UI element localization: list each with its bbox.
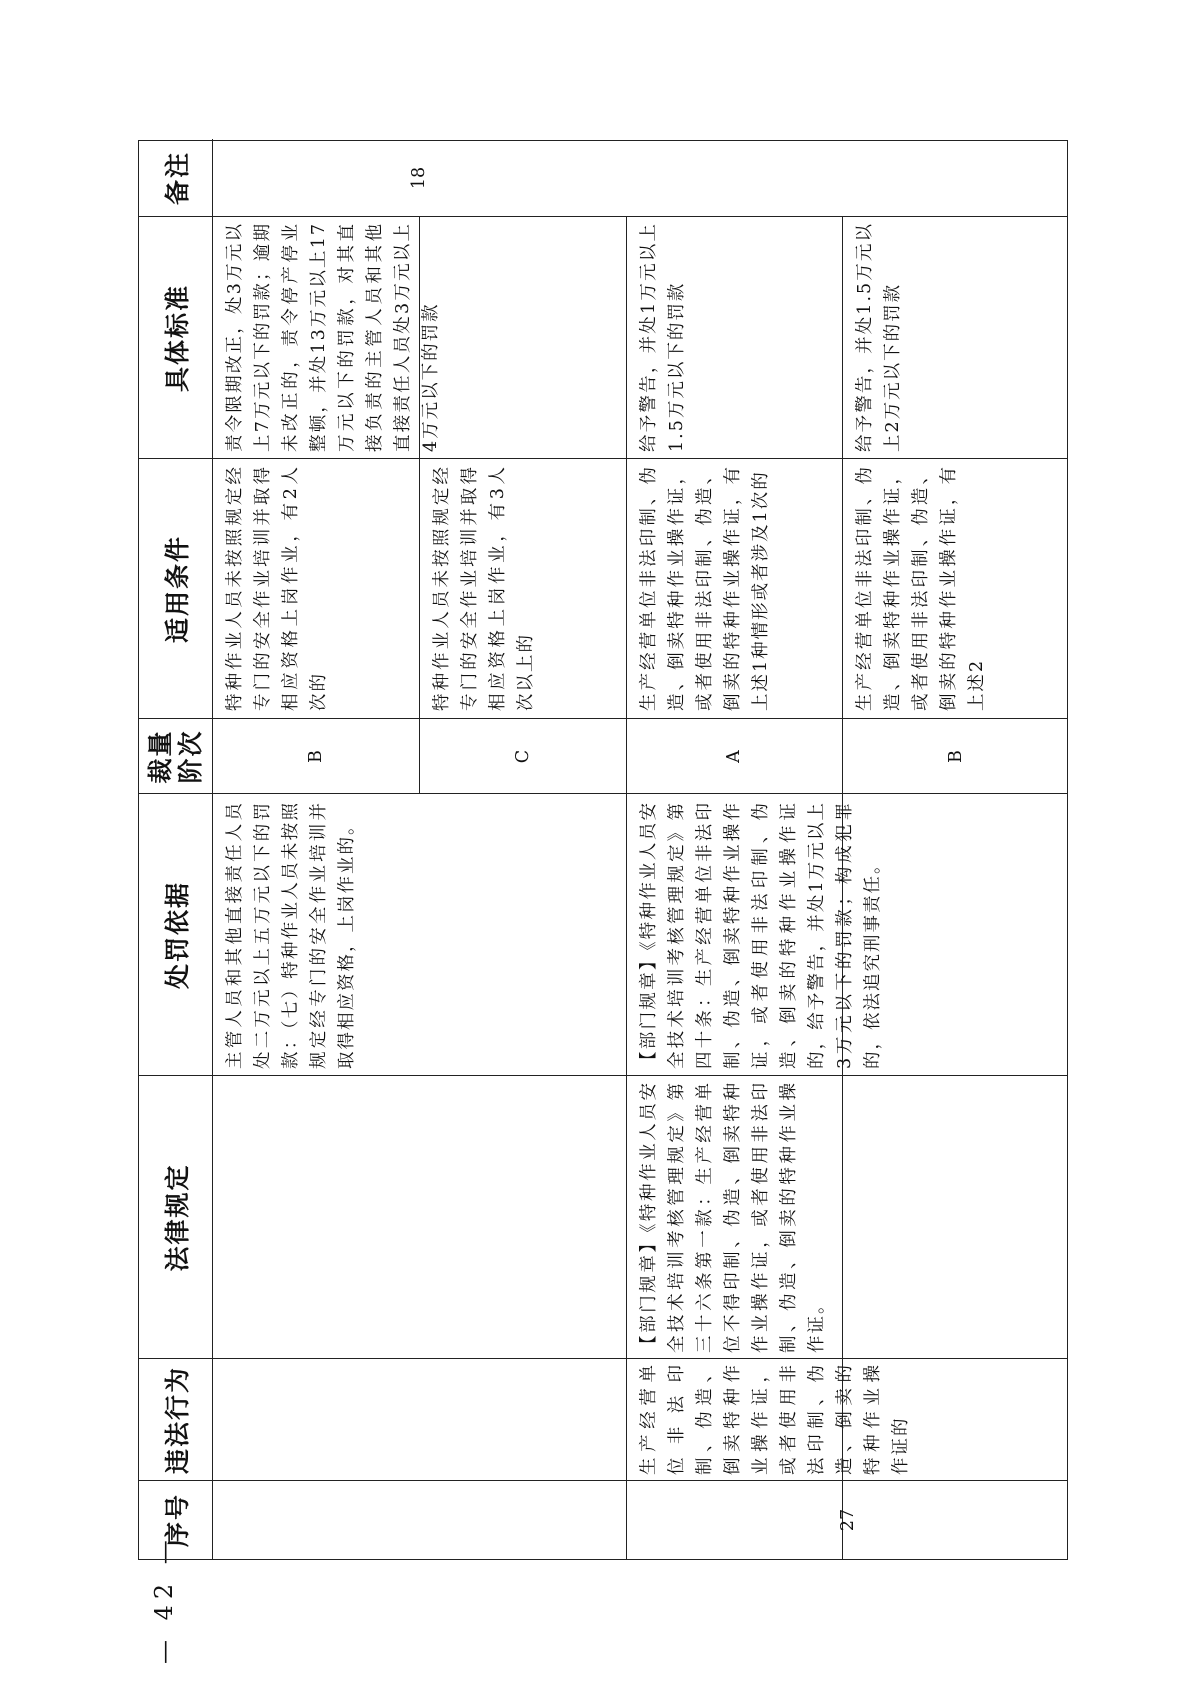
header-remarks: 备注 [162, 151, 192, 206]
seq-cell: 27 [837, 1508, 858, 1532]
header-violation: 违法行为 [162, 1366, 192, 1475]
col-divider [139, 458, 1067, 459]
page-number: — 42 — [150, 1534, 178, 1664]
header-penalty-basis: 处罚依据 [162, 881, 192, 990]
header-divider [212, 139, 213, 1559]
header-condition: 适用条件 [162, 535, 192, 644]
penalty-basis-cell: 【部门规章】《特种作业人员安全技术培训考核管理规定》第四十条：生产经营单位非法印制、伪造、倒卖特种作业操作证，或者使用非法印制、伪造、倒卖的特种作业操作证的，给予警告，并处1万元以上3万元以下的罚款；构成犯罪的，依法追究刑事责任。 [639, 801, 883, 1069]
col-divider [139, 1358, 1067, 1359]
law-cell: 【部门规章】《特种作业人员安全技术培训考核管理规定》第三十六条第一款：生产经营单位不得印制、伪造、倒卖特种作业操作证，或者使用非法印制、伪造、倒卖的特种作业操作证。 [639, 1081, 827, 1353]
row-divider [626, 217, 627, 1559]
level-cell: B [945, 750, 966, 763]
level-cell: A [724, 750, 744, 763]
violation-cell: 生产经营单位非法印制、伪造、倒卖特种作业操作证，或者使用非法印制、伪造、倒卖的特种作业操作证的 [639, 1363, 911, 1475]
prev-penalty-basis: 主管人员和其他直接责任人员处二万元以上五万元以下的罚款：（七）特种作业人员未按照规定经专门的安全作业培训并取得相应资格，上岗作业的。 [225, 801, 357, 1069]
condition-cell: 生产经营单位非法印制、伪造、倒卖特种作业操作证，或者使用非法印制、伪造、倒卖的特种作业操作证，有上述2 [855, 465, 987, 711]
penalty-table [138, 140, 1068, 1560]
remark-note: 18 [409, 166, 429, 190]
col-divider [139, 1075, 1067, 1076]
header-standard: 具体标准 [162, 284, 192, 393]
header-law: 法律规定 [162, 1163, 192, 1272]
condition-cell: 特种作业人员未按照规定经专门的安全作业培训并取得相应资格上岗作业，有3人次以上的 [432, 465, 536, 711]
header-discretion-line1: 裁量 [145, 729, 175, 784]
level-cell: B [305, 750, 326, 763]
header-discretion [139, 719, 212, 794]
standard-cell: 责令限期改正，处3万元以上7万元以下的罚款；逾期未改正的，责令停产停业整顿，并处13万元以上17万元以下的罚款，对其直接负责的主管人员和其他直接责任人员处3万元以上4万元以下的罚款 [225, 222, 441, 452]
header-discretion-line2: 阶次 [175, 729, 205, 784]
standard-cell: 给予警告，并处1.5万元以上2万元以下的罚款 [855, 222, 903, 452]
condition-cell: 特种作业人员未按照规定经专门的安全作业培训并取得相应资格上岗作业，有2人次的 [225, 465, 329, 711]
level-cell: C [512, 749, 533, 764]
header-seq: 序号 [162, 1493, 192, 1548]
condition-cell: 生产经营单位非法印制、伪造、倒卖特种作业操作证，或者使用非法印制、伪造、倒卖的特种作业操作证，有上述1种情形或者涉及1次的 [639, 465, 771, 711]
standard-cell: 给予警告，并处1万元以上1.5万元以下的罚款 [639, 222, 687, 452]
